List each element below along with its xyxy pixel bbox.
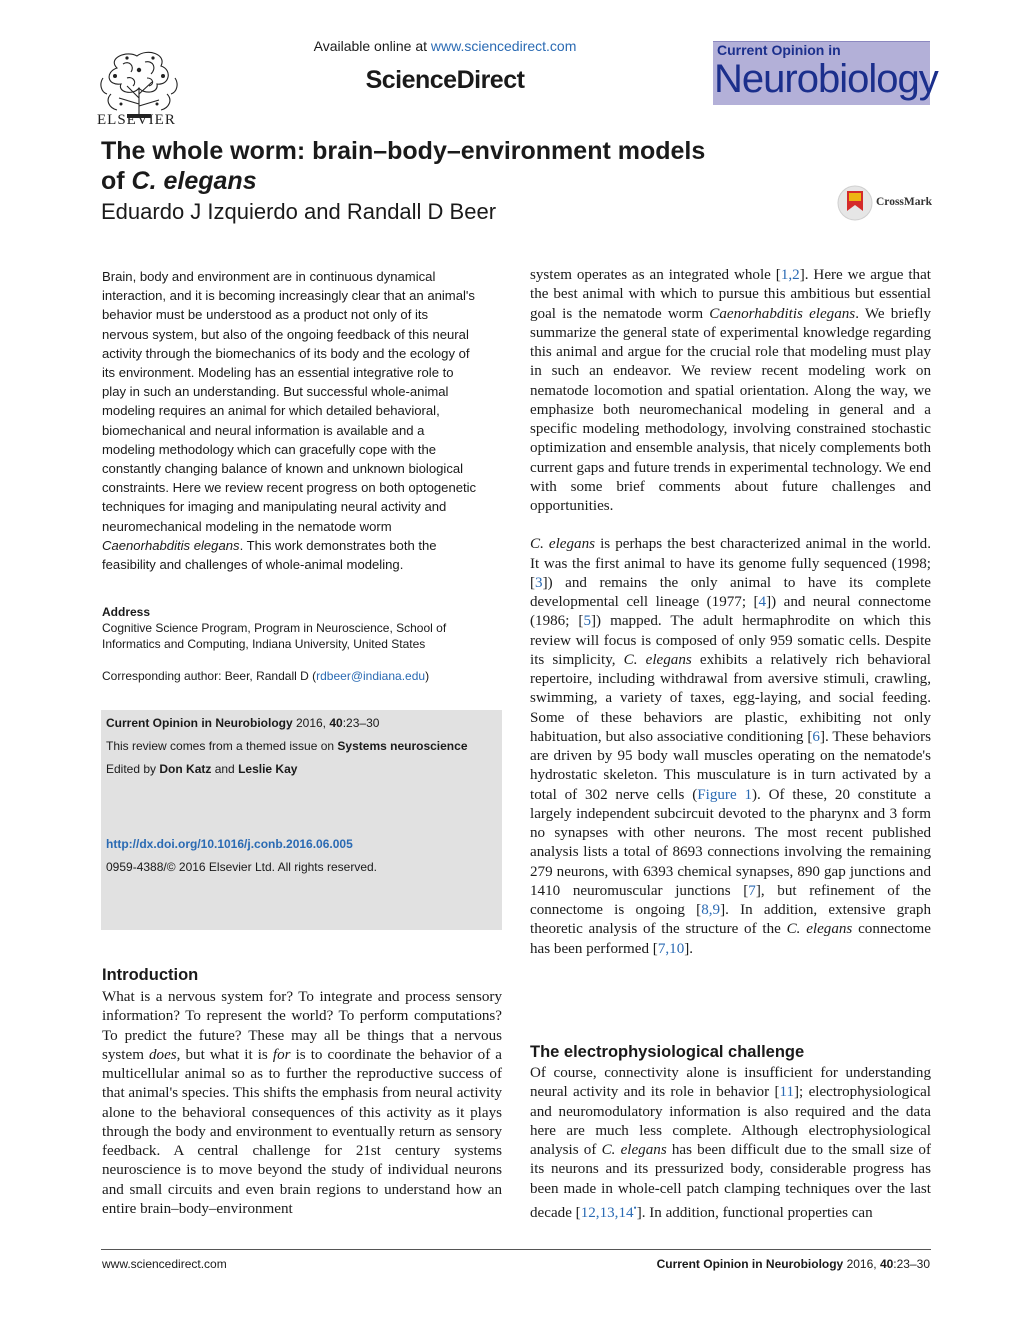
journal-banner-line2: Neurobiology [714,57,938,101]
paragraph-celegans: C. elegans is perhaps the best characterized animal in the world. It was the first animal to have its genome fully sequenced (1998; [3]) and remains the only animal to have its complete developmental cell lineage (1977; [4]) and neural connectome (1986; [5]) mapped. The adult hermaphrodite on which this review will focus is composed of only 959 somatic cells. Despite its simplicity, C. elegans exhibits a relatively rich behavioral repertoire, including withdrawal from aversive stimuli, crawling, swimming, a variety of taxes, egg-laying, and social feeding. Some of these behaviors are plastic, exhibiting not only habituation, but also associative conditioning [6]. These behaviors are driven by 95 body wall muscles operating on the nematode's hydrostatic skeleton. This musculature is in turn activated by a total of 302 nerve cells (Figure 1). Of these, 20 constitute a largely independent subcircuit devoted to the pharynx and 3 form no synapses with other neurons. The most recent published analysis lists a total of 8693 connections involving the remaining 279 neurons, with 6393 chemical synapses, 890 gap junctions and 1410 neuromuscular junctions [7], but refinement of the connectome is ongoing [8,9]. In addition, extensive graph theoretic analysis of the structure of the C. elegans connectome has been performed [7,10]. [530,536,932,957]
doi-link-text[interactable]: http://dx.doi.org/10.1016/j.conb.2016.06.005 [106,837,353,851]
crossmark-label: CrossMark [876,196,933,208]
ref-link[interactable]: 8,9 [701,902,721,918]
publisher-name: ELSEVIER [97,112,176,128]
footer-website: www.sciencedirect.com [102,1257,227,1271]
ref-link[interactable]: 11 [779,1084,795,1101]
editors: Edited by Don Katz and Leslie Kay [106,762,298,776]
section-heading-electrophysiological: The electrophysiological challenge [530,1043,805,1061]
paragraph-overview: system operates as an integrated whole [1,2]. Here we argue that the best animal with which to pursue this ambitious but essential goal is the nematode worm Caenorhabditis elegans. We briefly summarize the general state of experimental knowledge regarding this animal and argue for the crucial role that modeling must play in such an endeavor. We review recent modeling work on nematode locomotion and spatial orientation. Along the way, we emphasize both neuromechanical modeling in general and a specific modeling methodology, involving constrained stochastic optimization and ensemble analysis, that nicely complements both current gaps and future trends in experimental technology. We end with some brief comments about future challenges and opportunities. [530,267,932,514]
doi-link[interactable] [106,837,353,851]
footer-divider [101,1249,931,1250]
abstract: Brain, body and environment are in continuous dynamical interaction, and it is becoming increasingly clear that an animal's behavior must be understood as a product not only of its nervous system, but also of the ongoing feedback of this neural activity through the biomechanics of its body and the ecology of its environment. Modeling has an essential integrative role to play in such an understanding. But successful whole-animal modeling requires an animal for which detailed behavioral, biomechanical and neural information is available and a modeling methodology which can gracefully cope with the constantly changing balance of known and unknown biological constraints. Here we review recent progress on both optogenetic techniques for imaging and manipulating neural activity and neuromechanical modeling in the nematode worm Caenorhabditis elegans. This work demonstrates both the feasibility and challenges of whole-animal modeling. [102,269,477,573]
ref-link[interactable]: 7,10 [657,940,685,957]
footer-citation: Current Opinion in Neurobiology 2016, 40:23–30 [656,1257,930,1271]
article-authors: Eduardo J Izquierdo and Randall D Beer [101,199,497,224]
ref-link[interactable]: 5 [583,613,592,630]
section-heading-introduction: Introduction [102,966,199,984]
crossmark-icon [836,184,874,222]
copyright: 0959-4388/© 2016 Elsevier Ltd. All rights reserved. [106,860,377,874]
available-online: Available online at www.sciencedirect.com [313,38,577,54]
journal-banner-line1: Current Opinion in [717,42,841,58]
themed-issue: This review comes from a themed issue on Systems neuroscience [106,739,468,753]
introduction-text: What is a nervous system for? To integrate and process sensory information? To represent the world? To perform computations? To predict the future? These may all be things that a nervous system does, but what it is for is to coordinate the behavior of a multicellular animal so as to further the reproductive success of that animal's species. This shifts the emphasis from neural activity alone to the behavioral consequences of this activity as it plays through the body and environment to eventually return as sensory feedback. A central challenge for 21st century systems neuroscience is to move beyond the study of individual neurons and small circuits and even brain regions to understand how an entire brain–body–environment [102,989,502,1217]
ref-link[interactable]: 4 [758,594,767,610]
sciencedirect-link[interactable]: www.sciencedirect.com [430,38,577,54]
ref-link[interactable]: 1,2 [780,267,800,283]
right-column-text [530,266,931,959]
address-text: Cognitive Science Program, Program in Neuroscience, School of Informatics and Computing, Indiana University, United States [102,621,447,651]
sciencedirect-wordmark: ScienceDirect [365,66,525,94]
article-title: The whole worm: brain–body–environment models of C. elegans [101,137,706,195]
corresponding-author: Corresponding author: Beer, Randall D (rdbeer@indiana.edu) [102,669,430,683]
ref-link[interactable]: 6 [812,728,820,745]
journal-citation: Current Opinion in Neurobiology 2016, 40:23–30 [106,716,380,730]
author-email-link[interactable]: rdbeer@indiana.edu [316,669,426,683]
ref-link[interactable]: 12,13,14 [580,1204,634,1221]
ref-star: • [633,1202,637,1213]
ref-link[interactable]: 7 [748,882,756,899]
address-heading: Address [102,605,151,619]
figure-link[interactable]: Figure 1 [697,786,752,803]
ref-link[interactable]: 3 [535,574,543,591]
crossmark-badge[interactable] [836,183,936,223]
electrophysiological-text: Of course, connectivity alone is insufficient for understanding neural activity and its role in behavior [11]; electrophysiological and neuromodulatory information is also required and the data here are much less complete. Although electrophysiological analysis of C. elegans has been difficult due to the small size of its neurons and its pressurized body, considerable progress has been made in whole-cell patch clamping techniques over the last decade [12,13,14•]. In addition, functional properties can [530,1065,931,1221]
